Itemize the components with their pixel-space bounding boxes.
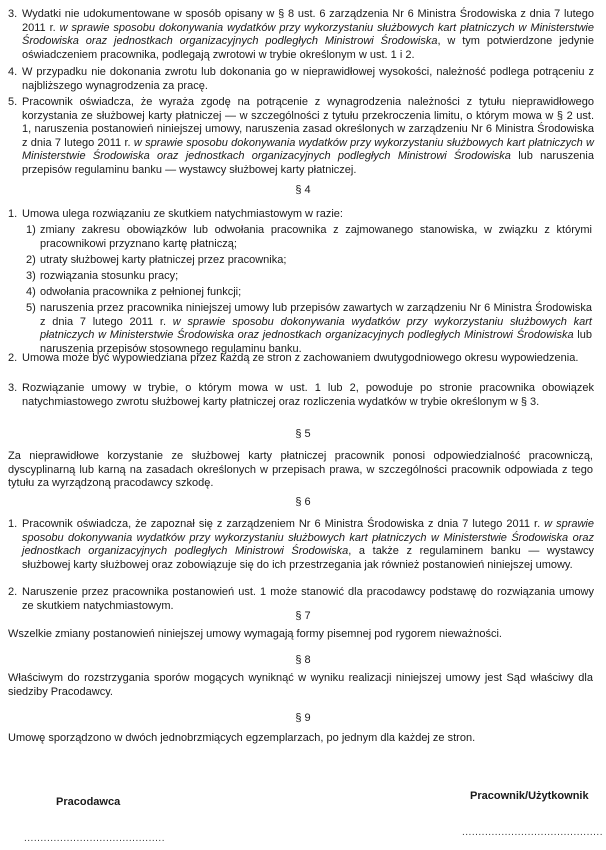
item-number: 3. xyxy=(8,8,18,20)
paragraph-4-zwrot: W przypadku nie dokonania zwrotu lub dokonania go w nieprawidłowej wysokości, należność podlega potrąceniu z najbliższego wynagrodzenia za pracę. xyxy=(22,66,594,92)
item-number: 4. xyxy=(8,66,18,78)
subitem-number: 5) xyxy=(26,302,36,314)
section-heading-5: § 5 xyxy=(295,428,311,440)
section4-subitem: naruszenia przez pracownika niniejszej umowy lub przepisów zawartych w zarządzeniu Nr 6 Ministra Środowiska z dnia 7 lutego 2011 r. w sprawie sposobu dokonywania wydatków przy wykorzystaniu służbowych kart płatniczych w Ministerstwie Środowiska oraz jednostkach organizacyjnych podległych Ministrowi Środowiska lub naruszenia przepisów stosownego regulaminu banku. xyxy=(40,302,592,355)
section-heading-4: § 4 xyxy=(295,184,311,196)
section4-subitem: zmiany zakresu obowiązków lub odwołania pracownika z zajmowanego stanowiska, w związku z którymi pracownikowi przyznano kartę płatniczą; xyxy=(40,224,592,250)
section4-subitem: rozwiązania stosunku pracy; xyxy=(40,270,179,282)
section4-item1: Umowa ulega rozwiązaniu ze skutkiem natychmiastowym w razie: xyxy=(22,208,343,220)
section-heading-8: § 8 xyxy=(295,654,311,666)
subitem-number: 2) xyxy=(26,254,36,266)
section4-item3: Rozwiązanie umowy w trybie, o którym mowa w ust. 1 lub 2, powoduje po stronie pracownika obowiązek natychmiastowego zwrotu służbowej karty płatniczej oraz rozliczenia wydatków w trybie określonym w § 3. xyxy=(22,382,594,408)
signature-line-employer: ........................................... xyxy=(24,833,165,844)
signature-line-employee: ........................................... xyxy=(462,827,603,838)
section5-paragraph: Za nieprawidłowe korzystanie ze służbowej karty płatniczej pracownik ponosi odpowiedzialność pracowniczą, dyscyplinarną lub karną na zasadach określonych w przepisach prawa, w szczególności pracownik odpowiada z tego tytułu za wyrządzoną pracodawcy szkodę. xyxy=(8,450,593,490)
section-heading-9: § 9 xyxy=(295,712,311,724)
paragraph-3-wydatki: Wydatki nie udokumentowane w sposób opisany w § 8 ust. 6 zarządzenia Nr 6 Ministra Środowiska z dnia 7 lutego 2011 r. w sprawie sposobu dokonywania wydatków przy wykorzystaniu służbowych kart płatniczych w Ministerstwie Środowiska oraz jednostkach organizacyjnych podległych Ministrowi Środowiska, w tym potwierdzone jedynie oświadczeniem pracownika, podlegają zwrotowi w trybie określonym w ust. 1 i 2. xyxy=(22,8,594,61)
item-number: 2. xyxy=(8,352,18,364)
paragraph-5-potracenie: Pracownik oświadcza, że wyraża zgodę na potrącenie z wynagrodzenia należności z tytułu nieprawidłowego korzystania ze służbowej karty płatniczej — w szczególności z tytułu przekroczenia limitu, o którym mowa w § 2 ust. 1, naruszenia postanowień niniejszej umowy, naruszenia zasad określonych w zarządzeniu Nr 6 Ministra Środowiska z dnia 7 lutego 2011 r. w sprawie sposobu dokonywania wydatków przy wykorzystaniu służbowych kart płatniczych w Ministerstwie Środowiska oraz jednostkach organizacyjnych podległych Ministrowi Środowiska lub naruszenia przepisów regulaminu banku — wystawcy służbowej karty płatniczej. xyxy=(22,96,594,176)
item-number: 5. xyxy=(8,96,18,108)
section6-item2: Naruszenie przez pracownika postanowień ust. 1 może stanowić dla pracodawcy podstawę do rozwiązania umowy ze skutkiem natychmiastowym. xyxy=(22,586,594,612)
section9-paragraph: Umowę sporządzono w dwóch jednobrzmiących egzemplarzach, po jednym dla każdej ze stron. xyxy=(8,732,476,744)
section8-paragraph: Właściwym do rozstrzygania sporów mogących wyniknąć w wyniku realizacji niniejszej umowy jest Sąd właściwy dla siedziby Pracodawcy. xyxy=(8,672,593,698)
subitem-number: 4) xyxy=(26,286,36,298)
section4-item2: Umowa może być wypowiedziana przez każdą ze stron z zachowaniem dwutygodniowego okresu wypowiedzenia. xyxy=(22,352,579,364)
section4-subitem: utraty służbowej karty płatniczej przez pracownika; xyxy=(40,254,287,266)
section6-item1: Pracownik oświadcza, że zapoznał się z zarządzeniem Nr 6 Ministra Środowiska z dnia 7 lutego 2011 r. w sprawie sposobu dokonywania wydatków przy wykorzystaniu służbowych kart płatniczych w Ministerstwie Środowiska oraz jednostkach organizacyjnych podległych Ministrowi Środowiska, a także z regulaminem banku — wystawcy służbowej karty służbowej oraz zobowiązuje się do ich przestrzegania jak również postanowień niniejszej umowy. xyxy=(22,518,594,571)
section-heading-7: § 7 xyxy=(295,610,311,622)
subitem-number: 1) xyxy=(26,224,36,236)
item-number: 3. xyxy=(8,382,18,394)
signature-label-employer: Pracodawca xyxy=(56,796,121,808)
subitem-number: 3) xyxy=(26,270,36,282)
signature-label-employee: Pracownik/Użytkownik xyxy=(470,790,589,802)
section4-subitem: odwołania pracownika z pełnionej funkcji; xyxy=(40,286,242,298)
section7-paragraph: Wszelkie zmiany postanowień niniejszej umowy wymagają formy pisemnej pod rygorem nieważności. xyxy=(8,628,502,640)
item-number: 1. xyxy=(8,208,18,220)
item-number: 1. xyxy=(8,518,18,530)
item-number: 2. xyxy=(8,586,18,598)
section-heading-6: § 6 xyxy=(295,496,311,508)
